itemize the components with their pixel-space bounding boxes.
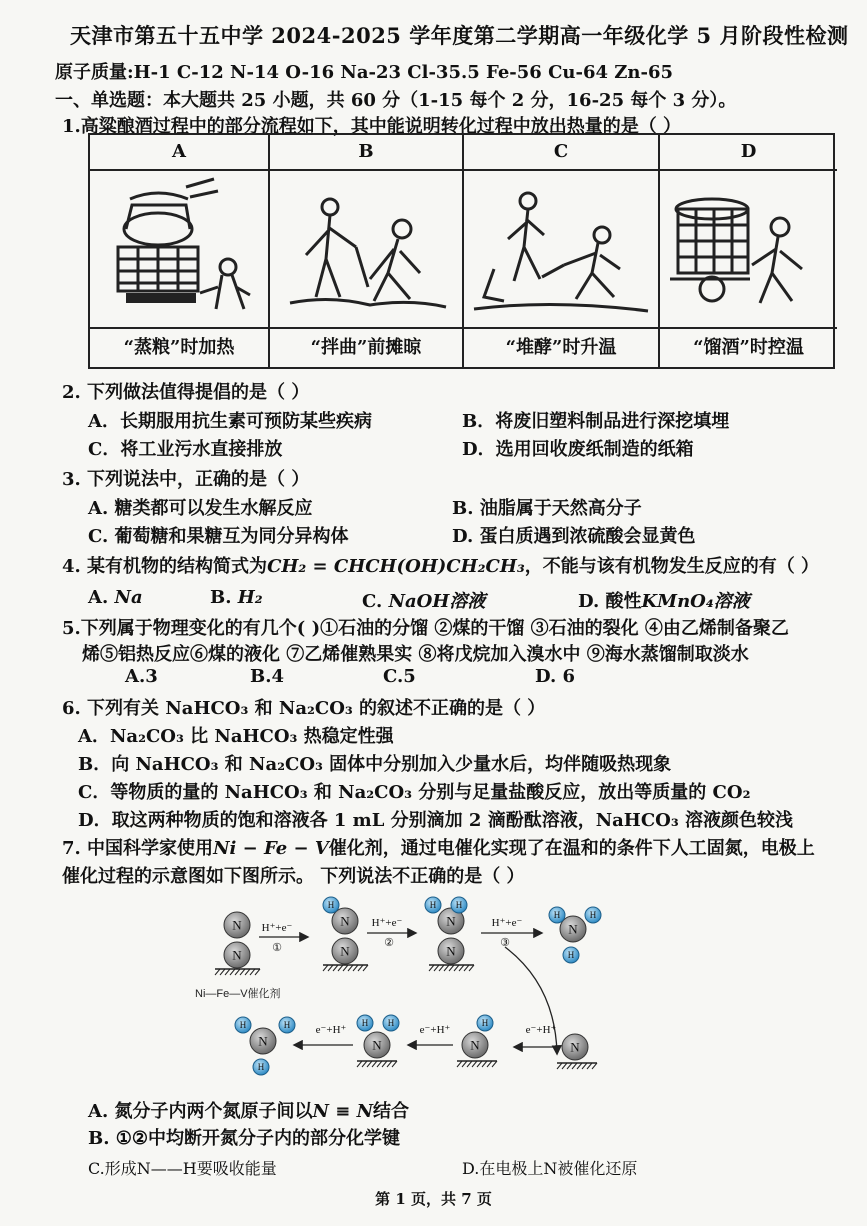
electrode-hatch [215, 969, 220, 975]
page-footer: 第 1 页，共 7 页 [375, 1190, 492, 1208]
mixing-illustration [270, 169, 462, 329]
section-heading: 一、单选题：本大题共 25 小题，共 60 分（1-15 每个 2 分，16-25 每个 3 分）。 [55, 90, 737, 111]
electrode-hatch [353, 965, 358, 971]
nitrogen-atom-label: N [568, 921, 578, 937]
nitrogen-atom-label: N [372, 1037, 382, 1053]
q4-option-d-text: KMnO₄溶液 [641, 591, 750, 612]
q3-option-d: D. 蛋白质遇到浓硫酸会显黄色 [452, 526, 696, 547]
hydrogen-atom-label: H [553, 910, 561, 920]
electrode-hatch [338, 965, 343, 971]
nitrogen-atom-label: N [258, 1033, 268, 1049]
exam-title: 天津市第五十五中学 2024-2025 学年度第二学期高一年级化学 5 月阶段性检测 [70, 23, 849, 48]
q5-option-b: B.4 [250, 666, 285, 687]
electrode-hatch [457, 1061, 462, 1067]
q4-option-d [578, 587, 750, 613]
reagent-label: H⁺+e⁻ [261, 922, 293, 934]
q7-stem-line1 [62, 834, 815, 860]
electrode-hatch [230, 969, 235, 975]
nitrogen-atom-label: N [446, 913, 456, 929]
q4-option-b [210, 587, 263, 608]
q3-option-b: B. 油脂属于天然高分子 [452, 498, 642, 519]
q1-column-letter: D [660, 135, 837, 171]
hydrogen-atom-label: H [429, 900, 437, 910]
step-label: ① [272, 942, 282, 954]
atomic-mass-line: 原子质量:H-1 C-12 N-14 O-16 Na-23 Cl-35.5 Fe-56 Cu-64 Zn-65 [55, 62, 674, 83]
q5-option-a: A.3 [125, 666, 158, 687]
electrode-hatch [557, 1063, 562, 1069]
electrode-hatch [328, 965, 333, 971]
electrode-hatch [567, 1063, 572, 1069]
q6-option-c: C．等物质的量的 NaHCO₃ 和 Na₂CO₃ 分别与足量盐酸反应，放出等质量的 CO₂ [78, 782, 751, 803]
electrode-hatch [472, 1061, 477, 1067]
q7-stem-suffix: 催化剂，通过电催化实现了在温和的条件下人工固氮，电极上 [328, 838, 815, 859]
hydrogen-atom-label: H [455, 900, 463, 910]
reagent-label: H⁺+e⁻ [491, 917, 523, 929]
electrode-hatch [225, 969, 230, 975]
electrode-hatch [464, 965, 469, 971]
q4-option-d-label: D. 酸性 [578, 591, 642, 612]
electrode-hatch [392, 1061, 397, 1067]
q6-option-d: D．取这两种物质的饱和溶液各 1 mL 分别滴加 2 滴酚酞溶液，NaHCO₃ 溶液颜色较浅 [78, 810, 793, 831]
electrode-hatch [362, 1061, 367, 1067]
q7-stem-prefix: 7. 中国科学家使用 [62, 838, 214, 859]
electrode-hatch [477, 1061, 482, 1067]
electrode-hatch [387, 1061, 392, 1067]
q1-column-d [660, 135, 837, 367]
electrode-hatch [587, 1063, 592, 1069]
q4-formula: CH₂ = CHCH(OH)CH₂CH₃ [267, 556, 525, 577]
electrode-hatch [382, 1061, 387, 1067]
electrode-hatch [235, 969, 240, 975]
q7-option-a-formula: N ≡ N [312, 1101, 374, 1122]
electrode-hatch [449, 965, 454, 971]
electrode-hatch [250, 969, 255, 975]
electrode-hatch [348, 965, 353, 971]
electrode-hatch [333, 965, 338, 971]
nitrogen-atom-label: N [470, 1037, 480, 1053]
nitrogen-atom-label: N [570, 1039, 580, 1055]
q4-option-a-text: Na [114, 587, 143, 608]
electrode-hatch [358, 965, 363, 971]
q4-option-c [362, 587, 485, 613]
q3-option-a: A. 糖类都可以发生水解反应 [88, 498, 313, 519]
electrode-hatch [245, 969, 250, 975]
catalyst-label: Ni—Fe—V催化剂 [195, 988, 281, 1000]
q6-option-b: B．向 NaHCO₃ 和 Na₂CO₃ 固体中分别加入少量水后，均伴随吸热现象 [78, 754, 672, 775]
q4-option-b-label: B. [210, 587, 232, 608]
q5-option-c: C.5 [383, 666, 416, 687]
reagent-label: e⁻+H⁺ [525, 1024, 557, 1036]
nitrogen-atom-label: N [232, 947, 242, 963]
q3-option-c: C. 葡萄糖和果糖互为同分异构体 [88, 526, 349, 547]
electrode-hatch [592, 1063, 597, 1069]
hydrogen-atom-label: H [283, 1020, 291, 1030]
q2-option-c: C．将工业污水直接排放 [88, 439, 283, 460]
q4-stem [62, 552, 819, 578]
hydrogen-atom-label: H [257, 1062, 265, 1072]
reagent-label: e⁻+H⁺ [315, 1024, 347, 1036]
nitrogen-atom-label: N [340, 943, 350, 959]
electrode-hatch [459, 965, 464, 971]
q1-column-letter: C [464, 135, 658, 171]
q7-option-a-suffix: 结合 [373, 1101, 410, 1122]
steaming-illustration [90, 169, 268, 329]
q1-column-caption: “拌曲”前摊晾 [310, 337, 422, 358]
hydrogen-atom-label: H [327, 900, 335, 910]
q4-option-c-label: C. [362, 591, 383, 612]
electrode-hatch [482, 1061, 487, 1067]
hydrogen-atom-label: H [481, 1018, 489, 1028]
q1-column-caption: “蒸粮”时加热 [123, 337, 235, 358]
nitrogen-atom-label: N [340, 913, 350, 929]
electrode-hatch [444, 965, 449, 971]
q7-option-c: C.形成N——H要吸收能量 [88, 1159, 277, 1178]
electrode-hatch [367, 1061, 372, 1067]
electrode-hatch [487, 1061, 492, 1067]
nitrogen-atom-label: N [232, 917, 242, 933]
electrode-hatch [372, 1061, 377, 1067]
q4-stem-suffix: ，不能与该有机物发生反应的有（ ） [524, 556, 819, 577]
q1-column-b [270, 135, 464, 367]
electrode-hatch [577, 1063, 582, 1069]
nitrogen-fixation-diagram [195, 885, 625, 1120]
q3-stem: 3. 下列说法中，正确的是（ ） [62, 469, 310, 490]
curved-arrow [505, 947, 557, 1053]
q2-option-b: B．将废旧塑料制品进行深挖填埋 [462, 411, 730, 432]
q5-stem-line1: 5.下列属于物理变化的有几个( )①石油的分馏 ②煤的干馏 ③石油的裂化 ④由乙烯制备聚乙 [62, 618, 789, 639]
electrode-hatch [357, 1061, 362, 1067]
q1-column-caption: “馏酒”时控温 [693, 337, 804, 358]
electrode-hatch [377, 1061, 382, 1067]
q2-option-d: D．选用回收废纸制造的纸箱 [462, 439, 694, 460]
q4-option-a [88, 587, 143, 608]
electrode-hatch [462, 1061, 467, 1067]
electrode-hatch [562, 1063, 567, 1069]
q1-column-caption: “堆酵”时升温 [505, 337, 617, 358]
q7-option-a-prefix: A. 氮分子内两个氮原子间以 [88, 1101, 313, 1122]
hydrogen-atom-label: H [387, 1018, 395, 1028]
q7-option-b: B. ①②中均断开氮分子内的部分化学键 [88, 1128, 401, 1149]
electrode-hatch [363, 965, 368, 971]
q4-option-a-label: A. [88, 587, 109, 608]
q5-stem-line2: 烯⑤铝热反应⑥煤的液化 ⑦乙烯催熟果实 ⑧将戊烷加入溴水中 ⑨海水蒸馏制取淡水 [82, 644, 749, 665]
electrode-hatch [454, 965, 459, 971]
electrode-hatch [343, 965, 348, 971]
hydrogen-atom-label: H [361, 1018, 369, 1028]
q4-option-c-text: NaOH溶液 [388, 591, 486, 612]
distilling-illustration [660, 169, 837, 329]
q7-option-d: D.在电极上N被催化还原 [462, 1159, 638, 1178]
electrode-hatch [240, 969, 245, 975]
q4-stem-prefix: 4. 某有机物的结构简式为 [62, 556, 268, 577]
electrode-hatch [572, 1063, 577, 1069]
q4-option-b-text: H₂ [237, 587, 263, 608]
electrode-hatch [429, 965, 434, 971]
q6-option-a: A．Na₂CO₃ 比 NaHCO₃ 热稳定性强 [78, 726, 394, 747]
electrode-hatch [255, 969, 260, 975]
electrode-hatch [434, 965, 439, 971]
q1-column-c [464, 135, 660, 367]
electrode-hatch [323, 965, 328, 971]
step-label: ③ [500, 937, 510, 949]
step-label: ② [384, 937, 394, 949]
electrode-hatch [492, 1061, 497, 1067]
hydrogen-atom-label: H [567, 950, 575, 960]
electrode-hatch [469, 965, 474, 971]
q2-stem: 2. 下列做法值得提倡的是（ ） [62, 382, 310, 403]
q7-stem-line2: 催化过程的示意图如下图所示。 下列说法不正确的是（ ） [62, 866, 525, 887]
q1-column-a [90, 135, 270, 367]
q5-option-d: D. 6 [535, 666, 576, 687]
nitrogen-atom-label: N [446, 943, 456, 959]
electrode-hatch [220, 969, 225, 975]
fermenting-illustration [464, 169, 658, 329]
q2-option-a: A．长期服用抗生素可预防某些疾病 [88, 411, 372, 432]
electrode-hatch [582, 1063, 587, 1069]
q1-column-letter: A [90, 135, 268, 171]
q1-table [88, 133, 835, 369]
electrode-hatch [467, 1061, 472, 1067]
q7-option-a [88, 1097, 409, 1123]
q7-catalyst-formula: Ni − Fe − V [213, 838, 329, 859]
reagent-label: e⁻+H⁺ [419, 1024, 451, 1036]
hydrogen-atom-label: H [589, 910, 597, 920]
q1-column-letter: B [270, 135, 462, 171]
q1-stem: 1.高粱酿酒过程中的部分流程如下，其中能说明转化过程中放出热量的是（ ） [62, 116, 682, 137]
reagent-label: H⁺+e⁻ [371, 917, 403, 929]
electrode-hatch [439, 965, 444, 971]
q6-stem: 6. 下列有关 NaHCO₃ 和 Na₂CO₃ 的叙述不正确的是（ ） [62, 698, 546, 719]
hydrogen-atom-label: H [239, 1020, 247, 1030]
